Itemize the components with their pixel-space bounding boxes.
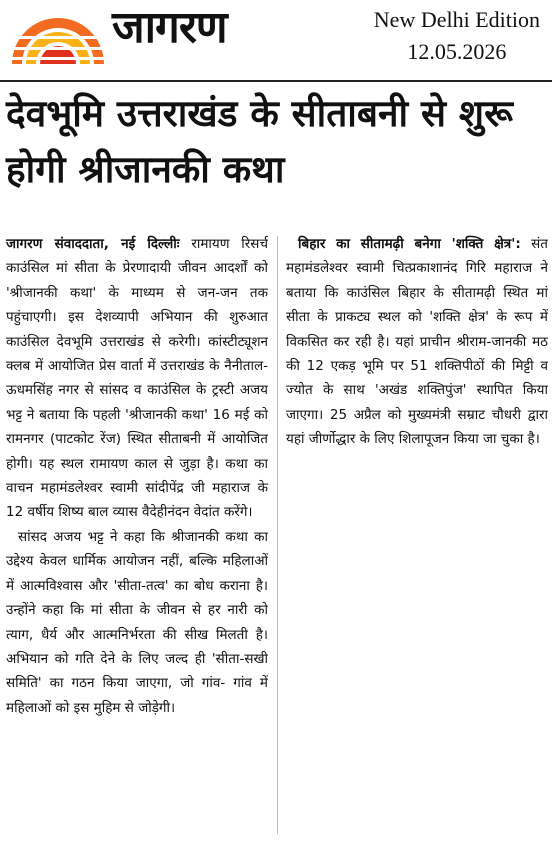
paragraph-1 [6, 232, 268, 525]
sun-logo-icon [10, 14, 106, 64]
column-divider [277, 236, 278, 834]
edition-date: 12.05.2026 [407, 39, 507, 64]
newspaper-logo-text: जागरण [112, 2, 227, 53]
edition-info [374, 4, 540, 68]
byline: जागरण संवाददाता, नई दिल्लीः [6, 236, 180, 252]
article-column-left [6, 232, 268, 840]
subheading: बिहार का सीतामढ़ी बनेगा 'शक्ति क्षेत्र': [298, 236, 521, 252]
paragraph-3-text: संत महामंडलेश्वर स्वामी चित्प्रकाशानंद गिरि महाराज ने बताया कि काउंसिल बिहार के सीतामढ़ी स्थित मां सीता के प्राकट्य स्थल को 'शक्ति क्षेत्र' के रूप में विकसित कर रही है। यहां प्राचीन श्रीराम-जानकी मठ की 12 एकड़ भूमि पर 51 शक्तिपीठों की मिट्टी व ज्योत के साथ 'अखंड शक्तिपुंज' स्थापित किया जाएगा। 25 अप्रैल को मुख्यमंत्री सम्राट चौधरी द्वारा यहां जीर्णोद्धार के लिए शिलापूजन किया जा चुका है। [286, 236, 548, 448]
article-column-right [286, 232, 548, 840]
masthead [0, 0, 552, 80]
paragraph-1-text: रामायण रिसर्च काउंसिल मां सीता के प्रेरणादायी जीवन आदर्शों को 'श्रीजानकी कथा' के माध्यम से जन-जन तक पहुंचाएगी। इस देशव्यापी अभियान की शुरुआत काउंसिल देवभूमि उत्तराखंड से करेगी। कांस्टीट्यूशन क्लब में आयोजित प्रेस वार्ता में उत्तराखंड के नैनीताल-ऊधमसिंह नगर से सांसद व काउंसिल के ट्रस्टी अजय भट्ट ने बताया कि पहली 'श्रीजानकी कथा' 16 मई को रामनगर (पाटकोट रेंज) स्थित सीताबनी में आयोजित होगी। यह स्थल रामायण काल से जुड़ा है। कथा का वाचन महामंडलेश्वर स्वामी सांदीपेंद्र जी महाराज के 12 वर्षीय शिष्य बाल व्यास वैदेहीनंदन वेदांत करेंगे। [6, 236, 268, 521]
edition-name: New Delhi Edition [373, 7, 540, 32]
paragraph-2: सांसद अजय भट्ट ने कहा कि श्रीजानकी कथा का उद्देश्य केवल धार्मिक आयोजन नहीं, बल्कि महिलाओं में आत्मविश्वास और 'सीता-तत्व' का बोध कराना है। उन्होंने कहा कि मां सीता के जीवन से हर नारी को त्याग, धैर्य और आत्मनिर्भरता की सीख मिलती है। अभियान को गति देने के लिए जल्द ही 'सीता-सखी समिति' का गठन किया जाएगा, जो गांव- गांव में महिलाओं को इस मुहिम से जोड़ेगी। [6, 528, 268, 716]
paragraph-3 [286, 232, 548, 452]
article-headline: देवभूमि उत्तराखंड के सीताबनी से शुरू होगी श्रीजानकी कथा [6, 92, 513, 191]
header-divider [0, 80, 552, 82]
